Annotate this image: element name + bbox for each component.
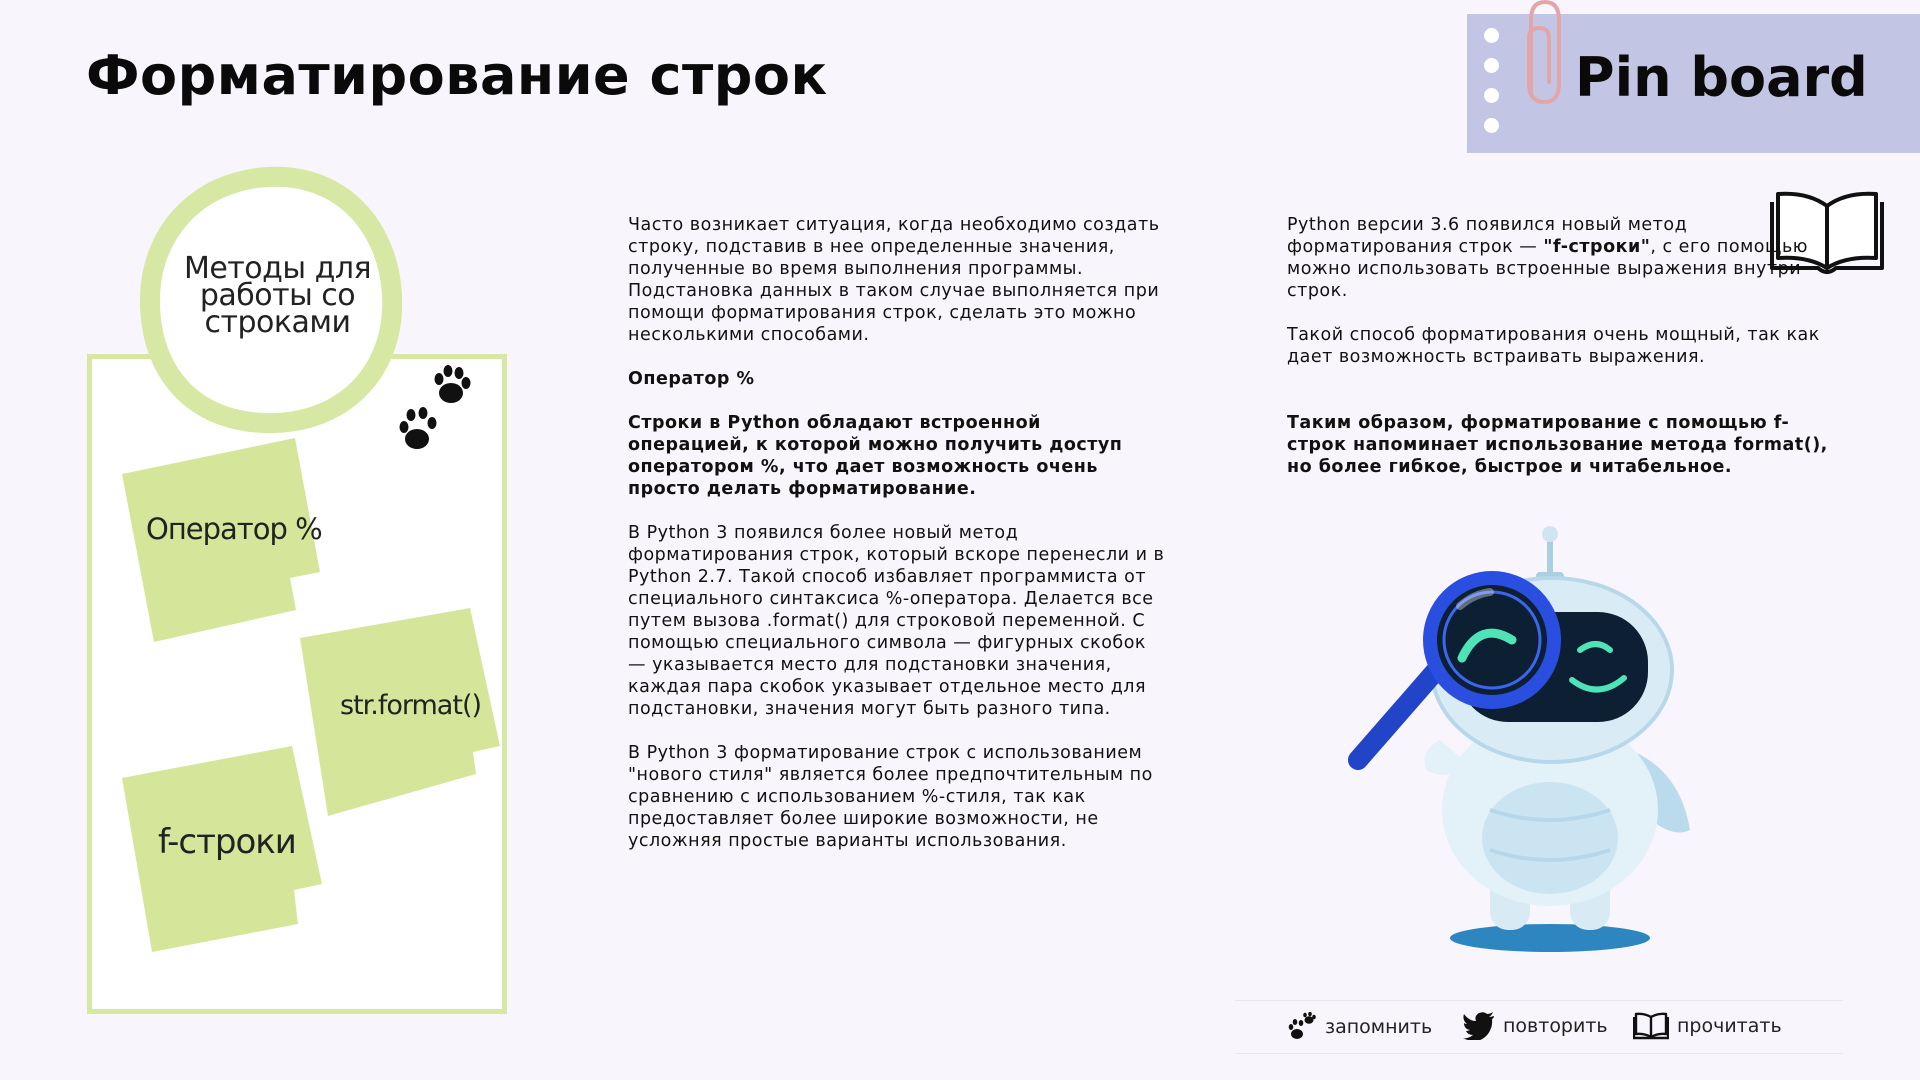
- fstring-power-paragraph: Такой способ форматирования очень мощный, так как дает возможность встраивать выражения.: [1287, 325, 1820, 367]
- twitter-bird-icon: [1463, 1012, 1495, 1040]
- paw-icon: [1287, 1012, 1317, 1042]
- style-paragraph: В Python 3 форматирование строк с использованием "нового стиля" является более предпочтительным по сравнению с использованием %-стиля, так как предоставляет более широкие возможности, не усложняя простые варианты использования.: [628, 743, 1153, 851]
- fstring-intro-paragraph: [1287, 214, 1835, 302]
- repeat-action[interactable]: [1463, 1012, 1608, 1040]
- sticky-label-operator: Оператор %: [146, 512, 322, 546]
- pinboard-label: Pin board: [1575, 46, 1868, 109]
- operator-heading: Оператор %: [628, 369, 755, 389]
- fstring-intro-text: Python версии 3.6 появился новый метод форматирования строк —: [1287, 215, 1688, 257]
- fstring-term: "f-строки": [1543, 237, 1651, 257]
- conclusion-paragraph: Таким образом, форматирование с помощью f-строк напоминает использование метода format(), но более гибкое, быстрое и читабельное.: [1287, 413, 1828, 477]
- repeat-label: повторить: [1503, 1015, 1608, 1037]
- action-bar: [1235, 1000, 1843, 1054]
- middle-text-column: [628, 214, 1168, 874]
- ring-label-line: работы со: [199, 278, 356, 313]
- remember-action[interactable]: [1287, 1012, 1432, 1042]
- sticky-label-str-format: str.format(): [340, 690, 482, 721]
- pinboard-banner: [1467, 14, 1920, 153]
- remember-label: запомнить: [1325, 1016, 1433, 1038]
- sticky-label-f-strings: f-строки: [158, 822, 296, 862]
- paw-prints-icon: [395, 365, 475, 460]
- book-icon: [1633, 1012, 1669, 1040]
- ring-label: [170, 251, 385, 340]
- ring-label-line: строками: [204, 305, 351, 340]
- robot-with-magnifier-illustration: [1340, 520, 1740, 960]
- paperclip-icon: [1517, 0, 1565, 110]
- binder-hole: [1484, 28, 1499, 43]
- ring-label-line: Методы для: [183, 251, 372, 286]
- binder-hole: [1484, 118, 1499, 133]
- read-action[interactable]: [1633, 1012, 1782, 1040]
- intro-paragraph: Часто возникает ситуация, когда необходимо создать строку, подставив в нее определенные значения, полученные во время выполнения программы. Подстановка данных в таком случае выполняется при помощи форматирования строк, сделать это можно несколькими способами.: [628, 215, 1160, 345]
- fstring-intro-text-end: , с его помощью можно использовать встроенные выражения внутри строк.: [1287, 237, 1809, 301]
- binder-hole: [1484, 58, 1499, 73]
- binder-hole: [1484, 88, 1499, 103]
- page-title: Форматирование строк: [86, 44, 828, 107]
- operator-description: Строки в Python обладают встроенной операцией, к которой можно получить доступ оператором %, что дает возможность очень просто делать форматирование.: [628, 413, 1123, 499]
- right-text-column: [1287, 214, 1835, 500]
- read-label: прочитать: [1677, 1015, 1782, 1037]
- format-paragraph: В Python 3 появился более новый метод форматирования строк, который вскоре перенесли и в Python 2.7. Такой способ избавляет программиста от специального синтаксиса %-оператора. Делается все путем вызова .format() для строковой переменной. С помощью специального символа — фигурных скобок — указывается место для подстановки значения, каждая пара скобок указывает отдельное место для подстановки, значения могут быть разного типа.: [628, 523, 1165, 719]
